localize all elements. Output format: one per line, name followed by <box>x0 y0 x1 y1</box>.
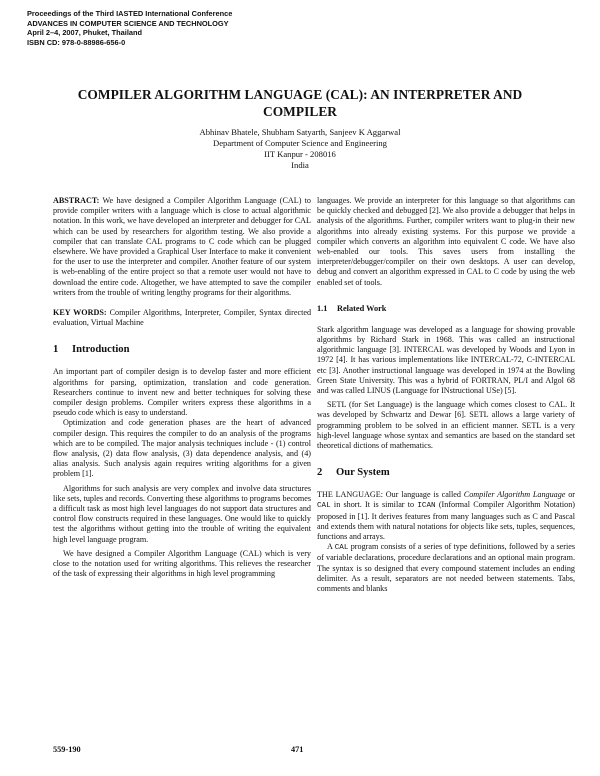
author-department: Department of Computer Science and Engineering <box>213 138 387 148</box>
footer-paper-id: 559-190 <box>53 745 81 754</box>
header-line-2: ADVANCES IN COMPUTER SCIENCE AND TECHNOLOGY <box>27 18 229 28</box>
system-or-text: or <box>565 490 575 500</box>
header-line-4: ISBN CD: 978-0-88986-656-0 <box>27 37 126 47</box>
title-line-1: COMPILER ALGORITHM LANGUAGE (CAL): AN INTERPRETER AND <box>77 87 523 102</box>
cal-code-term: CAL <box>317 502 331 511</box>
author-names: Abhinav Bhatele, Shubham Satyarth, Sanjeev K Aggarwal <box>199 127 401 137</box>
subsection-1-1-number: 1.1 <box>317 303 328 313</box>
author-institution: IIT Kanpur - 208016 <box>264 149 336 159</box>
intro-paragraph-2: Optimization and code generation phases are the heart of advanced compiler design. This requires the compiler to do an analysis of the programs which are to be compiled. The major analysis techniques include - (1) control flow analysis, (2) data flow analysis, (3) data dependence analysis, and (4) alias analysis. Such analysis again requires writing algorithms for a given problem [1]. <box>53 418 311 479</box>
subsection-1-1-heading <box>317 304 575 314</box>
intro-continuation: languages. We provide an interpreter for this language so that algorithms can be quickly checked and debugged [2]. We also provide a debugger that helps in analysis of the algorithms. Further, compiler writers want to plug-in their new algorithms into already existing systems. For this purpose we provide a compiler which converts an algorithm into equivalent C code. We have also web-enabled our tools. This saves users from installing the interpreter/debugger/compiler on their own desktops. A user can develop, debug and convert an algorithm expressed in CAL to C code by using the web enabled set of tools. <box>317 196 575 287</box>
left-column <box>53 196 311 580</box>
system-lead-text: THE LANGUAGE: Our language is called <box>317 490 464 500</box>
subsection-1-1-title: Related Work <box>337 303 387 313</box>
footer-page-number: 471 <box>291 745 304 754</box>
section-1-number: 1 <box>53 344 59 356</box>
program-lead-text: A <box>327 542 335 552</box>
abstract <box>53 196 311 298</box>
system-paragraph-1 <box>317 490 575 542</box>
section-1-title: Introduction <box>72 344 130 356</box>
program-rest-text: program consists of a series of type definitions, followed by a series of variable declarations, procedure declarations and an optional main program. The syntax is so designed that every compound statement includes an ending delimiter. As a result, separators are not needed between statements. Tabs, comments and blanks <box>317 542 575 594</box>
keywords-text: Compiler Algorithms, Interpreter, Compiler, Syntax directed evaluation, Virtual Machine <box>53 308 312 328</box>
section-2-heading <box>317 466 575 479</box>
author-block <box>60 127 540 171</box>
system-paragraph-2 <box>317 542 575 594</box>
header-line-1: Proceedings of the Third IASTED International Conference <box>27 9 233 18</box>
language-name: Compiler Algorithm Language <box>463 490 566 500</box>
conference-header <box>27 9 427 47</box>
keywords-label: KEY WORDS: <box>53 308 107 318</box>
program-cal-term: CAL <box>334 544 349 553</box>
abstract-label: ABSTRACT: <box>53 196 100 205</box>
abstract-text: We have designed a Compiler Algorithm Language (CAL) to provide compiler writers with a language which is close to actual algorithmic notation. In this work, we have developed an interpreter and debugger for CAL which can be used by researchers for algorithm testing. We also provide a compiler that can translate CAL programs to C code which can be plugged elsewhere. We have provided a Graphical User Interface to make it convenient for the user to use the interpreter and compiler. Another feature of our system is web-enabling of the entire project so that a remote user would not have to download the entire code. Altogether, we have attempted to save the compiler writers from the trouble of writing lengthy programs for their algorithms. <box>53 196 311 297</box>
intro-paragraph-1: An important part of compiler design is to develop faster and more efficient algorithms for parsing, optimization, translation and code generation. Researchers continue to invent new and better techniques for solving these compiler design problems. Compiler writers express these algorithms in a pseudo code which is easy to understand. <box>53 367 311 418</box>
related-work-paragraph-2: SETL (for Set Language) is the language which comes closest to CAL. It was developed by Schwartz and Dewar [6]. SETL allows a large variety of programming problem to be solved in an efficient manner. SETL is a very high-level language whose syntax and semantics are based on the standard set theoretical dictions of mathematics. <box>317 400 575 451</box>
intro-paragraph-4: We have designed a Compiler Algorithm Language (CAL) which is very close to the notation used for writing algorithms. This relieves the researcher of the task of expressing their algorithms in high level programming <box>53 548 311 579</box>
right-column <box>317 196 575 594</box>
paper-title <box>40 86 560 120</box>
section-2-number: 2 <box>317 467 323 479</box>
section-2-title: Our System <box>336 467 390 479</box>
title-line-2: COMPILER <box>262 104 338 119</box>
intro-paragraph-3: Algorithms for such analysis are very complex and involve data structures like sets, tuples and records. Converting these algorithms to programs becomes a difficult task as most high level languages do not support data structures and control flow constructs required in these languages. One would like to quickly test the algorithms without getting into the trouble of writing the equivalent high level language program. <box>53 483 311 544</box>
system-similar-text: in short. It is similar to <box>330 500 418 510</box>
keywords <box>53 308 311 328</box>
related-work-paragraph-1: Stark algorithm language was developed as a language for showing provable algorithms by Richard Stark in 1968. This was called an instructional algorithmic language [3]. INTERCAL was developed by Woods and Lyon in 1972 [4]. It has various implementations like INTERCAL-72, C-INTERCAL etc [3]. Another instructional language was developed in 1974 at the Bowling Green State University. This was a hybrid of FORTRAN, PL/I and Algol 68 and was called LINUS (Language for INstructional USe) [5]. <box>317 324 575 396</box>
author-country: India <box>291 160 309 170</box>
header-line-3: April 2–4, 2007, Phuket, Thailand <box>27 28 143 38</box>
system-rest-text: (Informal Compiler Algorithm Notation) proposed in [1]. It derives features from many languages such as C and Pascal and extends them with natural notations for objects like sets, tuples, sequences, functions and arrays. <box>317 500 575 542</box>
ican-code-term: ICAN <box>417 502 436 511</box>
section-1-heading <box>53 343 311 356</box>
